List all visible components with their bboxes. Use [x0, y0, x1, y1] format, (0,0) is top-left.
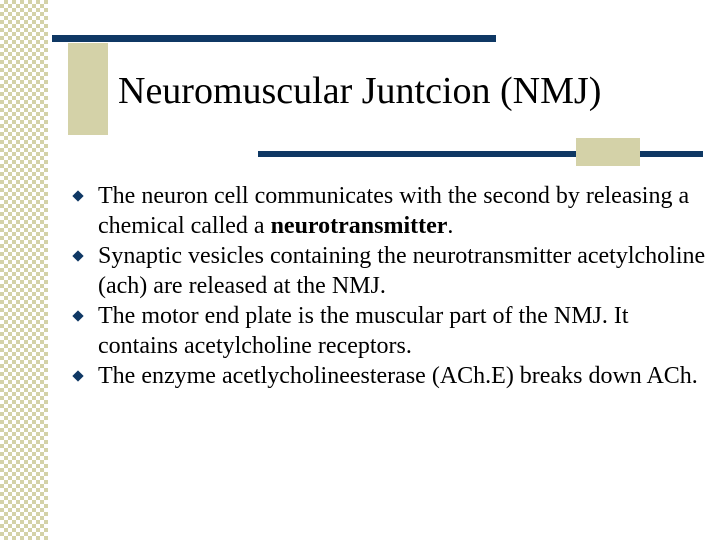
diamond-bullet-icon: [72, 250, 83, 261]
bullet-text: The motor end plate is the muscular part of the NMJ. It contains acetylcholine receptors.: [98, 303, 629, 359]
diamond-bullet-icon: [72, 310, 83, 321]
bullet-text: Synaptic vesicles containing the neurotransmitter acetylcholine (ach) are released at the NMJ.: [98, 243, 706, 299]
diamond-bullet-icon: [72, 190, 83, 201]
bullet-list: [70, 181, 710, 391]
bullet-text-end: .: [447, 213, 454, 239]
diamond-bullet-icon: [72, 370, 83, 381]
bullet-item: [70, 181, 710, 241]
checker-pattern-border: [0, 0, 48, 540]
bullet-text: The enzyme acetlycholineesterase (ACh.E) breaks down ACh.: [98, 363, 698, 389]
slide-title: Neuromuscular Juntcion (NMJ): [118, 70, 602, 112]
bullet-item: [70, 361, 710, 391]
bullet-text: The neuron cell communicates with the second by releasing a chemical called a: [98, 183, 690, 239]
bullet-bold-term: neurotransmitter: [270, 213, 448, 239]
bullet-item: [70, 241, 710, 301]
top-accent-bar: [52, 35, 496, 42]
divider-accent-block: [576, 138, 640, 166]
title-accent-block: [68, 43, 108, 135]
bullet-item: [70, 301, 710, 361]
